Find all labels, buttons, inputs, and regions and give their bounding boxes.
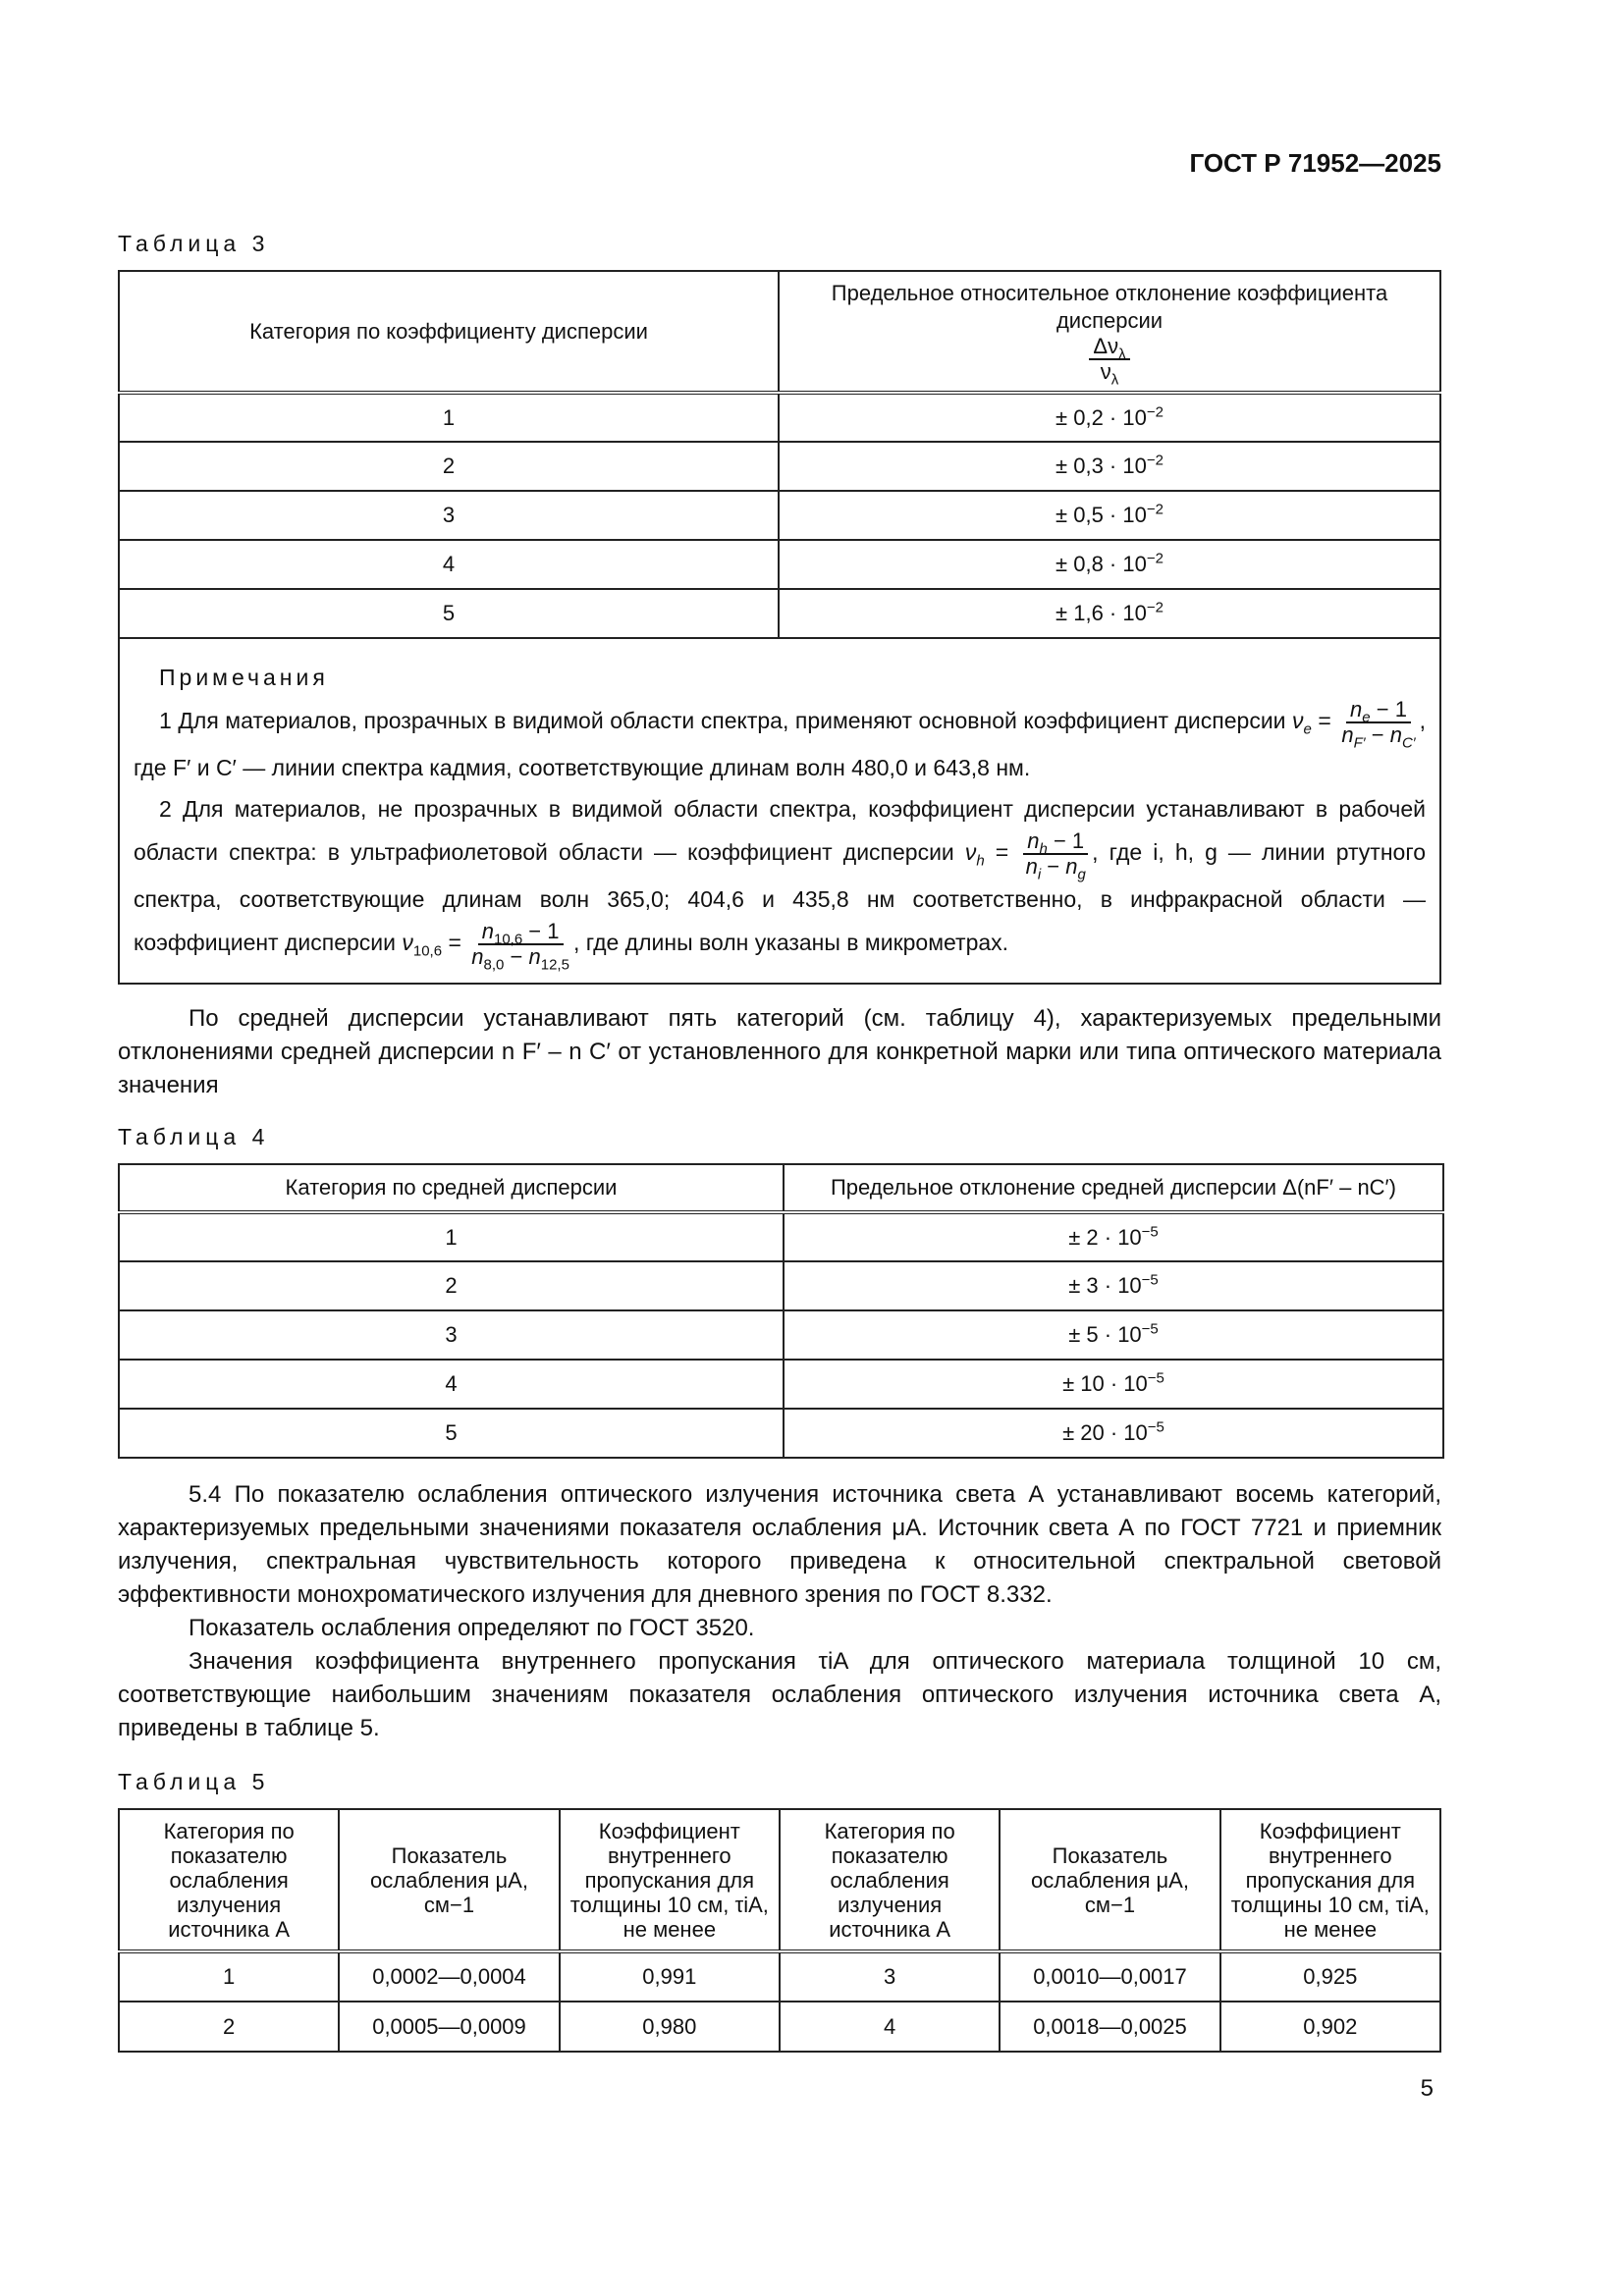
- table5-cell: 2: [119, 2002, 339, 2052]
- table5-cell: 0,902: [1220, 2002, 1440, 2052]
- category-cell: 2: [119, 442, 779, 491]
- category-cell: 1: [119, 1212, 784, 1261]
- table-row: [119, 589, 1440, 638]
- table5-header-cell: Коэффициент внутреннего пропускания для толщины 10 см, τiA, не менее: [1220, 1809, 1440, 1951]
- note-1: 1 Для материалов, прозрачных в видимой области спектра, применяют основной коэффициент дисперсии $\nu_e$ = $\frac{n_e - 1}{n_{F'} - n_{C'}}$ , где F′ и C′ — линии спектра кадмия, соответствующие длинам волн 480,0 и 643,8 нм.: [134, 697, 1426, 780]
- table5-cell: 0,0005—0,0009: [339, 2002, 559, 2052]
- table5-cell: 0,0018—0,0025: [1000, 2002, 1219, 2052]
- table5-header-cell: Категория по показателю ослабления излучения источника А: [780, 1809, 1000, 1951]
- section-5-4-p3: Значения коэффициента внутреннего пропускания τiA для оптического материала толщиной 10 см, соответствующие наибольшим значениям показателя ослабления оптического излучения источника света А, приведены в таблице 5.: [118, 1648, 1441, 1741]
- category-cell: 1: [119, 393, 779, 442]
- section-5-4-p2: Показатель ослабления определяют по ГОСТ 3520.: [189, 1615, 755, 1641]
- table5-cell: 0,980: [560, 2002, 780, 2052]
- table-row: [119, 442, 1440, 491]
- note-2: 2 Для материалов, не прозрачных в видимой области спектра, коэффициент дисперсии устанавливают в рабочей области спектра: в ультрафиолетовой области — коэффициент дисперсии $\nu_h$ = $\frac{n_h - 1}{n_i - n_g}$ , где i, h, g — линии ртутного спектра, соответствующие длинам волн 365,0; 404,6 и 435,8 нм соответственно, в инфракрасной области — коэффициент дисперсии $\nu_{10,6}$ = $\frac{n_{10,6} - 1}{n_{8,0} - n_{12,5}}$ , где длины волн указаны в микрометрах.: [134, 796, 1427, 974]
- notes-title: Примечания: [159, 665, 329, 690]
- table5-header-cell: Коэффициент внутреннего пропускания для толщины 10 см, τiA, не менее: [560, 1809, 780, 1951]
- table3-caption: Таблица 3: [118, 231, 270, 256]
- table5-cell: 0,0010—0,0017: [1000, 1951, 1219, 2002]
- table5-header-cell: Показатель ослабления μA, см−1: [1000, 1809, 1219, 1951]
- section-5-4-p1: 5.4 По показателю ослабления оптического излучения источника света А устанавливают восемь категорий, характеризуемых предельными значениями показателя ослабления μA. Источник света А по ГОСТ 7721 и приемник излучения, спектральная чувствительность которого приведена к относительной спектральной световой эффективности монохроматического излучения для дневного зрения по ГОСТ 8.332.: [118, 1481, 1441, 1608]
- deviation-cell: ± $2 \cdot 10^{-5}$: [784, 1212, 1443, 1261]
- table5-header-cell: Показатель ослабления μA, см−1: [339, 1809, 559, 1951]
- table5-cell: 4: [780, 2002, 1000, 2052]
- table-row: [119, 1212, 1443, 1261]
- page: [118, 0, 1444, 2163]
- table-row: [119, 393, 1440, 442]
- table4-header-category: Категория по средней дисперсии: [119, 1164, 784, 1212]
- category-cell: 5: [119, 1409, 784, 1458]
- table-4: [118, 1163, 1444, 1459]
- table5-cell: 1: [119, 1951, 339, 2002]
- category-cell: 2: [119, 1261, 784, 1310]
- table-row: [119, 1360, 1443, 1409]
- deviation-cell: ± $5 \cdot 10^{-5}$: [784, 1310, 1443, 1360]
- table5-header-cell: Категория по показателю ослабления излучения источника А: [119, 1809, 339, 1951]
- page-number: 5: [1420, 2075, 1434, 2102]
- table5-caption: Таблица 5: [118, 1769, 270, 1794]
- table3-header-category: Категория по коэффициенту дисперсии: [119, 271, 779, 393]
- category-cell: 4: [119, 540, 779, 589]
- deviation-cell: ± $3 \cdot 10^{-5}$: [784, 1261, 1443, 1310]
- table5-cell: 0,925: [1220, 1951, 1440, 2002]
- table4-header-deviation: Предельное отклонение средней дисперсии Δ(nF′ – nC′): [784, 1164, 1443, 1212]
- table-row: [119, 1261, 1443, 1310]
- table-row: [119, 1951, 1440, 2002]
- table-5: [118, 1808, 1441, 2053]
- deviation-cell: ± $0,5 \cdot 10^{-2}$: [779, 491, 1440, 540]
- paragraph-mean-dispersion: По средней дисперсии устанавливают пять категорий (см. таблицу 4), характеризуемых предельными отклонениями средней дисперсии n F′ – n C′ от установленного для конкретной марки или типа оптического материала значения: [118, 1005, 1441, 1098]
- deviation-cell: ± $0,8 \cdot 10^{-2}$: [779, 540, 1440, 589]
- deviation-cell: ± $20 \cdot 10^{-5}$: [784, 1409, 1443, 1458]
- table5-cell: 0,0002—0,0004: [339, 1951, 559, 2002]
- category-cell: 4: [119, 1360, 784, 1409]
- table-row: [119, 1310, 1443, 1360]
- table4-caption: Таблица 4: [118, 1124, 270, 1149]
- table3-notes: [119, 638, 1440, 984]
- deviation-cell: ± $0,2 \cdot 10^{-2}$: [779, 393, 1440, 442]
- section-5-4: [118, 1478, 1441, 1745]
- table5-cell: 0,991: [560, 1951, 780, 2002]
- category-cell: 3: [119, 1310, 784, 1360]
- table5-cell: 3: [780, 1951, 1000, 2002]
- deviation-cell: ± $0,3 \cdot 10^{-2}$: [779, 442, 1440, 491]
- deviation-cell: ± $10 \cdot 10^{-5}$: [784, 1360, 1443, 1409]
- category-cell: 3: [119, 491, 779, 540]
- category-cell: 5: [119, 589, 779, 638]
- table-row: [119, 491, 1440, 540]
- table-3: [118, 270, 1441, 985]
- document-id: ГОСТ Р 71952—2025: [1189, 148, 1441, 178]
- table-row: [119, 540, 1440, 589]
- deviation-cell: ± $1,6 \cdot 10^{-2}$: [779, 589, 1440, 638]
- table-row: [119, 1409, 1443, 1458]
- table3-header-deviation: Предельное относительное отклонение коэффициента дисперсии $\frac{\Delta\nu_\lambda}{\nu_\lambda}$: [779, 271, 1440, 393]
- table-row: [119, 2002, 1440, 2052]
